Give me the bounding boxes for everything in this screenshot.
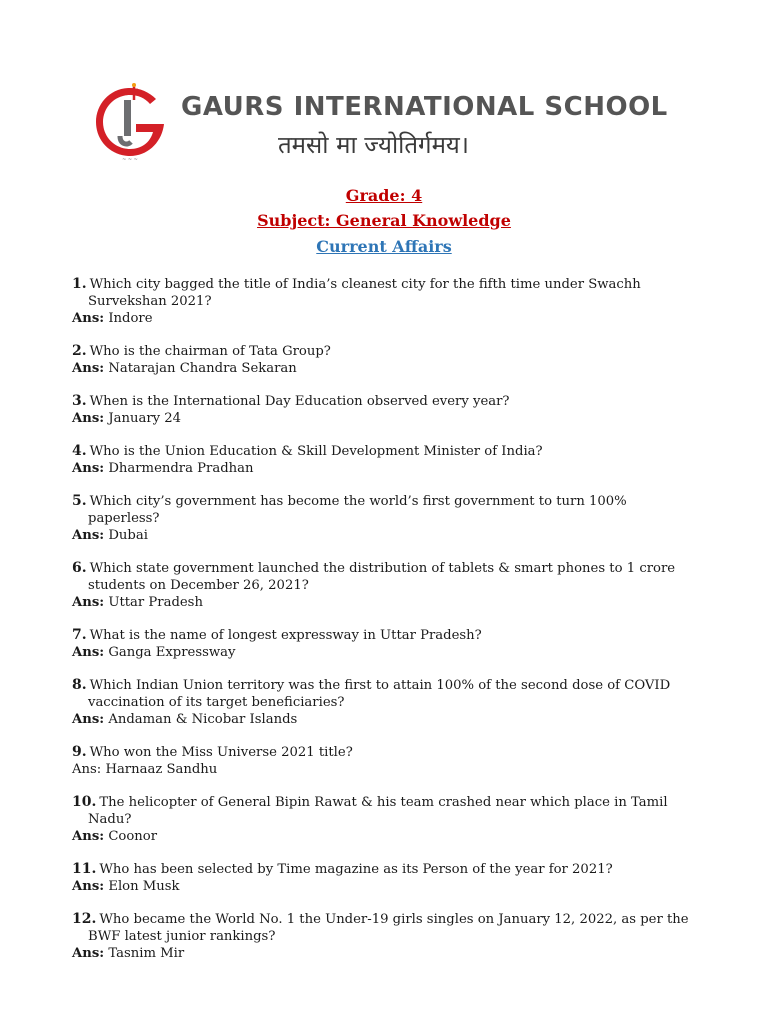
qa-item [72,343,692,377]
answer-text: Coonor [108,829,158,844]
answer [72,410,692,427]
answer-label: Ans: [72,879,105,894]
answer [72,644,692,661]
answer-label: Ans: [72,645,105,660]
question-number: 9. [72,744,87,760]
qa-item [72,861,692,895]
answer [72,360,692,377]
question-text: Which city bagged the title of India’s cleanest city for the fifth time under Swachh Survekshan 2021? [88,277,641,309]
answer-label: Ans: [72,311,105,326]
answer [72,828,692,845]
qa-item [72,744,692,778]
question-number: 12. [72,911,97,927]
answer-text: Ganga Expressway [108,645,236,660]
question-text: Who is the chairman of Tata Group? [89,344,331,359]
answer-text: January 24 [108,411,182,426]
subject-title: Subject: General Knowledge [257,211,511,230]
question-number: 3. [72,393,87,409]
grade-title: Grade: 4 [345,186,423,205]
school-logo-icon [90,82,170,162]
question [72,560,692,594]
question [72,276,692,310]
answer-label: Ans: [72,595,105,610]
answer-text: Andaman & Nicobar Islands [108,712,298,727]
question-number: 4. [72,443,87,459]
answer [72,878,692,895]
school-motto: तमसो मा ज्योतिर्गमय। [278,131,469,159]
qa-item [72,276,692,327]
answer [72,460,692,477]
answer [72,761,692,778]
question [72,443,692,460]
qa-item [72,627,692,661]
question [72,627,692,644]
question-list [72,276,692,978]
worksheet-titles [0,183,768,259]
question [72,744,692,761]
answer [72,711,692,728]
answer-text: Elon Musk [108,879,180,894]
answer-text: Dharmendra Pradhan [108,461,254,476]
question-number: 8. [72,677,87,693]
answer-text: Natarajan Chandra Sekaran [108,361,297,376]
answer-label: Ans: [72,829,105,844]
question [72,861,692,878]
answer-label: Ans: [72,361,105,376]
question-number: 5. [72,493,87,509]
qa-item [72,560,692,611]
question-text: Who became the World No. 1 the Under-19 girls singles on January 12, 2022, as per the BWF latest junior rankings? [88,912,689,944]
question-number: 6. [72,560,87,576]
answer-label: Ans: [72,528,105,543]
answer [72,527,692,544]
question-text: When is the International Day Education observed every year? [89,394,510,409]
qa-item [72,911,692,962]
question-text: Who is the Union Education & Skill Development Minister of India? [89,444,543,459]
question-text: The helicopter of General Bipin Rawat & his team crashed near which place in Tamil Nadu? [88,795,668,827]
question [72,794,692,828]
question [72,343,692,360]
qa-item [72,493,692,544]
answer-text: Tasnim Mir [108,946,185,961]
answer-text: Harnaaz Sandhu [105,762,218,777]
answer [72,310,692,327]
answer-label: Ans: [72,762,102,777]
answer-text: Uttar Pradesh [108,595,203,610]
question-number: 10. [72,794,97,810]
question [72,393,692,410]
question-text: Which Indian Union territory was the first to attain 100% of the second dose of COVID vaccination of its target beneficiaries? [88,678,671,710]
school-header [90,82,690,162]
question [72,493,692,527]
qa-item [72,443,692,477]
qa-item [72,393,692,427]
answer-label: Ans: [72,461,105,476]
question-text: Which city’s government has become the world’s first government to turn 100% paperless? [88,494,627,526]
question [72,677,692,711]
school-name: GAURS INTERNATIONAL SCHOOL [181,92,668,122]
question-number: 11. [72,861,97,877]
svg-text:~ ~ ~: ~ ~ ~ [122,157,138,162]
question-number: 2. [72,343,87,359]
question-number: 7. [72,627,87,643]
question-text: Who has been selected by Time magazine as its Person of the year for 2021? [99,862,613,877]
question-text: Which state government launched the distribution of tablets & smart phones to 1 crore students on December 26, 2021? [88,561,676,593]
topic-title: Current Affairs [316,237,452,256]
answer [72,594,692,611]
answer-text: Dubai [108,528,148,543]
answer-text: Indore [108,311,153,326]
qa-item [72,677,692,728]
answer [72,945,692,962]
answer-label: Ans: [72,946,105,961]
question-text: What is the name of longest expressway in Uttar Pradesh? [89,628,482,643]
question-text: Who won the Miss Universe 2021 title? [89,745,353,760]
answer-label: Ans: [72,712,105,727]
qa-item [72,794,692,845]
question-number: 1. [72,276,87,292]
answer-label: Ans: [72,411,105,426]
question [72,911,692,945]
